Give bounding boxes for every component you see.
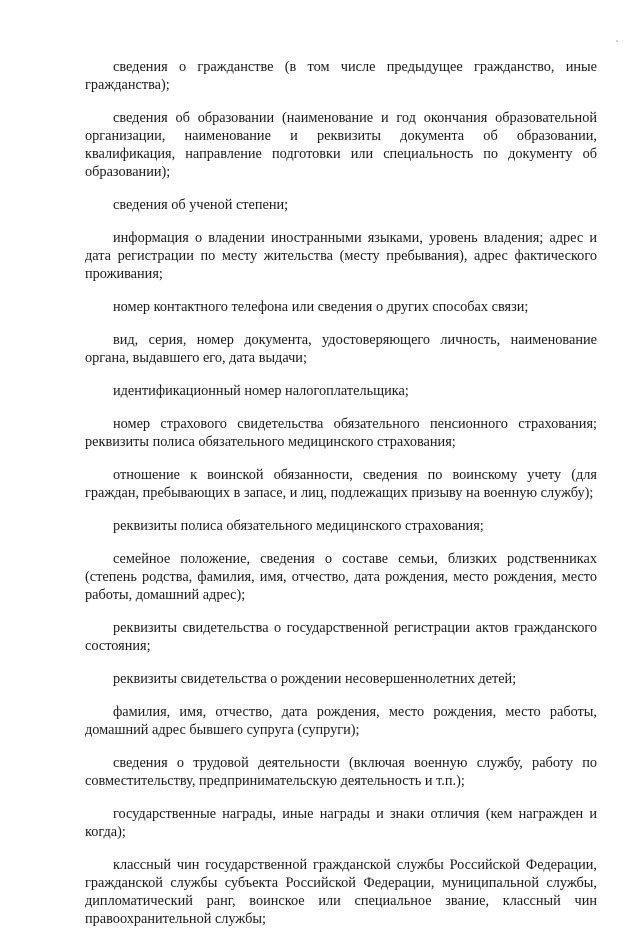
paragraph-citizenship: сведения о гражданстве (в том числе предыдущее гражданство, иные гражданства); [85, 59, 597, 93]
paragraph-medical-policy: реквизиты полиса обязательного медицинского страхования; [113, 518, 484, 534]
paragraph-former-spouse: фамилия, имя, отчество, дата рождения, место рождения, место работы, домашний адрес бывшего супруга (супруги); [85, 704, 597, 738]
paragraph-taxpayer-id: идентификационный номер налогоплательщика; [113, 383, 409, 399]
paragraph-languages-address: информация о владении иностранными языками, уровень владения; адрес и дата регистрации по месту жительства (месту пребывания), адрес фактического проживания; [85, 230, 597, 282]
paragraph-civil-status-acts: реквизиты свидетельства о государственной регистрации актов гражданского состояния; [85, 620, 597, 654]
paragraph-family-status: семейное положение, сведения о составе семьи, близких родственниках (степень родства, фамилия, имя, отчество, дата рождения, место рождения, место работы, домашний адрес); [85, 551, 597, 603]
paragraph-class-rank: классный чин государственной гражданской службы Российской Федерации, гражданской службы субъекта Российской Федерации, муниципальной службы, дипломатический ранг, воинское или специальное звание, классный чин правоохранительной службы; [85, 857, 597, 927]
paragraph-education: сведения об образовании (наименование и год окончания образовательной организации, наименование и реквизиты документа об образовании, квалификация, направление подготовки или специальность по документу об образовании); [85, 110, 597, 180]
paragraph-academic-degree: сведения об ученой степени; [113, 197, 289, 213]
paragraph-identity-document: вид, серия, номер документа, удостоверяющего личность, наименование органа, выдавшего его, дата выдачи; [85, 332, 597, 366]
paragraph-awards: государственные награды, иные награды и знаки отличия (кем награжден и когда); [85, 806, 597, 840]
paragraph-military-duty: отношение к воинской обязанности, сведения по воинскому учету (для граждан, пребывающих в запасе, и лиц, подлежащих призыву на военную службу); [85, 467, 597, 501]
document-page [85, 58, 597, 943]
scan-dot [616, 40, 618, 42]
paragraph-contact-phone: номер контактного телефона или сведения о других способах связи; [113, 299, 529, 315]
paragraph-pension-insurance: номер страхового свидетельства обязательного пенсионного страхования; реквизиты полиса обязательного медицинского страхования; [85, 416, 597, 450]
paragraph-children-birth: реквизиты свидетельства о рождении несовершеннолетних детей; [113, 671, 517, 687]
paragraph-work-activity: сведения о трудовой деятельности (включая военную службу, работу по совместительству, предпринимательскую деятельность и т.п.); [85, 755, 597, 789]
